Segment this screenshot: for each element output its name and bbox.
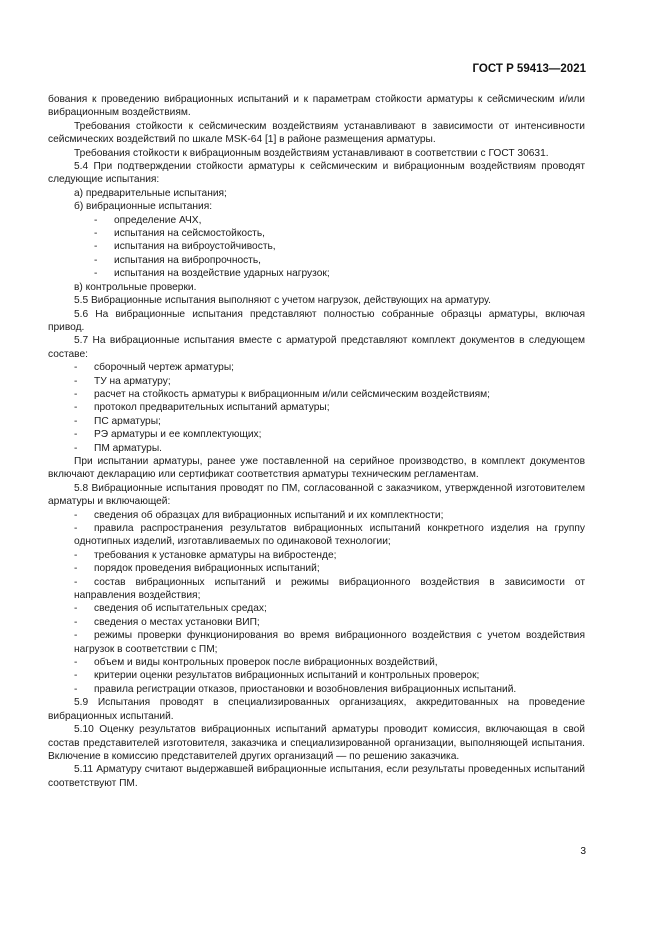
paragraph-5-4: 5.4 При подтверждении стойкости арматуры к сейсмическим и вибрационным воздействиям проводят следующие испытания:	[48, 161, 585, 186]
list-item-text: ТУ на арматуру;	[94, 375, 171, 387]
paragraph: При испытании арматуры, ранее уже поставленной на серийное производство, в комплект документов включают декларацию или сертификат соответствия арматуры техническим регламентам.	[48, 455, 585, 481]
list-item	[48, 428, 585, 441]
dash-bullet: -	[94, 214, 98, 226]
paragraph-5-7: 5.7 На вибрационные испытания вместе с арматурой представляют комплект документов в следующем составе:	[48, 335, 585, 360]
dash-bullet: -	[74, 576, 78, 588]
paragraph-5-10: 5.10 Оценку результатов вибрационных испытаний арматуры проводит комиссия, включающая в свой состав представителей изготовителя, заказчика и специализированной организации, выполняющей испытания. Включение в комиссию представителей других организаций — по решению заказчика.	[48, 724, 585, 762]
dash-bullet: -	[74, 509, 78, 521]
list-item-text: режимы проверки функционирования во время вибрационного воздействия с учетом воздействия нагрузок в соответствии с ПМ;	[74, 630, 585, 655]
list-item-text: испытания на вибропрочность,	[114, 254, 262, 266]
list-item-text: испытания на виброустойчивость,	[114, 241, 276, 253]
list-item-text: испытания на воздействие ударных нагрузок;	[114, 268, 330, 280]
list-item	[48, 629, 585, 656]
list-item	[48, 522, 585, 549]
document-body	[48, 93, 585, 790]
sublist	[48, 214, 585, 281]
dash-bullet: -	[74, 429, 78, 441]
dash-bullet: -	[74, 683, 78, 695]
dash-bullet: -	[74, 657, 78, 669]
list-item-text: сведения об образцах для вибрационных испытаний и их комплектности;	[94, 509, 444, 521]
dash-bullet: -	[74, 523, 78, 534]
list-item	[48, 656, 585, 669]
dash-bullet: -	[74, 670, 78, 682]
dash-bullet: -	[94, 254, 98, 266]
list-item-text: расчет на стойкость арматуры к вибрационным и/или сейсмическим воздействиям;	[94, 388, 490, 400]
list-item: в) контрольные проверки.	[74, 281, 197, 293]
list-item	[48, 227, 585, 240]
page-number: 3	[580, 846, 586, 857]
list-item-text: сведения о местах установки ВИП;	[94, 616, 260, 628]
list-item-text: правила распространения результатов вибрационных испытаний конкретного изделия на группу однотипных изделий, изготавливаемых по одинаковой технологии;	[74, 523, 585, 548]
list-item	[48, 616, 585, 629]
dash-bullet: -	[74, 630, 78, 642]
list-item-text: требования к установке арматуры на вибростенде;	[94, 549, 337, 561]
paragraph: бования к проведению вибрационных испытаний и к параметрам стойкости арматуры к сейсмическим и/или вибрационным воздействиям.	[48, 94, 585, 119]
list-item-text: протокол предварительных испытаний арматуры;	[94, 402, 330, 414]
list-item-text: объем и виды контрольных проверок после вибрационных воздействий,	[94, 657, 438, 669]
paragraph: Требования стойкости к сейсмическим воздействиям устанавливают в зависимости от интенсивности сейсмических воздействий по шкале MSK-64 [1] в районе размещения арматуры.	[48, 120, 585, 146]
document-header-id: ГОСТ Р 59413—2021	[472, 63, 586, 75]
dash-bullet: -	[74, 549, 78, 561]
list-item-text: критерии оценки результатов вибрационных испытаний и контрольных проверок;	[94, 670, 480, 682]
list-item-text: порядок проведения вибрационных испытаний;	[94, 563, 320, 575]
pm-contents-list	[48, 509, 585, 697]
paragraph: Требования стойкости к вибрационным воздействиям устанавливают в соответствии с ГОСТ 30631.	[74, 147, 549, 159]
list-item-text: определение АЧХ,	[114, 214, 202, 226]
list-item	[48, 549, 585, 562]
list-item	[48, 401, 585, 414]
dash-bullet: -	[74, 375, 78, 387]
list-item	[48, 509, 585, 522]
list-item	[48, 576, 585, 603]
dash-bullet: -	[94, 241, 98, 253]
list-item-text: состав вибрационных испытаний и режимы вибрационного воздействия в зависимости от направления воздействия;	[74, 576, 585, 602]
list-item-text: сведения об испытательных средах;	[94, 603, 267, 615]
list-item	[48, 214, 585, 227]
dash-bullet: -	[74, 616, 78, 628]
paragraph-5-8: 5.8 Вибрационные испытания проводят по ПМ, согласованной с заказчиком, утвержденной изготовителем арматуры и включающей:	[48, 482, 585, 508]
list-item-text: испытания на сейсмостойкость,	[114, 228, 265, 240]
dash-bullet: -	[74, 563, 78, 575]
dash-bullet: -	[94, 268, 98, 280]
dash-bullet: -	[94, 228, 98, 240]
paragraph-5-9: 5.9 Испытания проводят в специализированных организациях, аккредитованных на проведение вибрационных испытаний.	[48, 697, 585, 722]
paragraph-5-5: 5.5 Вибрационные испытания выполняют с учетом нагрузок, действующих на арматуру.	[74, 295, 491, 307]
list-item	[48, 442, 585, 455]
list-item-text: ПМ арматуры.	[94, 442, 162, 454]
list-item	[48, 375, 585, 388]
list-item-text: сборочный чертеж арматуры;	[94, 362, 234, 374]
list-item	[48, 562, 585, 575]
paragraph-5-6: 5.6 На вибрационные испытания представляют полностью собранные образцы арматуры, включая привод.	[48, 308, 585, 333]
list-item-text: ПС арматуры;	[94, 415, 161, 427]
list-item-text: правила регистрации отказов, приостановки и возобновления вибрационных испытаний.	[94, 683, 517, 695]
list-item: а) предварительные испытания;	[74, 187, 227, 199]
list-item	[48, 240, 585, 253]
dash-bullet: -	[74, 442, 78, 454]
dash-bullet: -	[74, 402, 78, 414]
list-item	[48, 388, 585, 401]
list-item	[48, 267, 585, 280]
list-item	[48, 602, 585, 615]
paragraph-5-11: 5.11 Арматуру считают выдержавшей вибрационные испытания, если результаты проведенных испытаний соответствуют ПМ.	[48, 764, 585, 789]
dash-bullet: -	[74, 415, 78, 427]
dash-bullet: -	[74, 362, 78, 374]
document-list	[48, 361, 585, 455]
dash-bullet: -	[74, 603, 78, 615]
list-item	[48, 683, 585, 696]
list-item	[48, 669, 585, 682]
list-item	[48, 254, 585, 267]
list-item	[48, 361, 585, 374]
list-item	[48, 415, 585, 428]
list-item: б) вибрационные испытания:	[74, 201, 213, 213]
list-item-text: РЭ арматуры и ее комплектующих;	[94, 429, 262, 441]
dash-bullet: -	[74, 388, 78, 400]
